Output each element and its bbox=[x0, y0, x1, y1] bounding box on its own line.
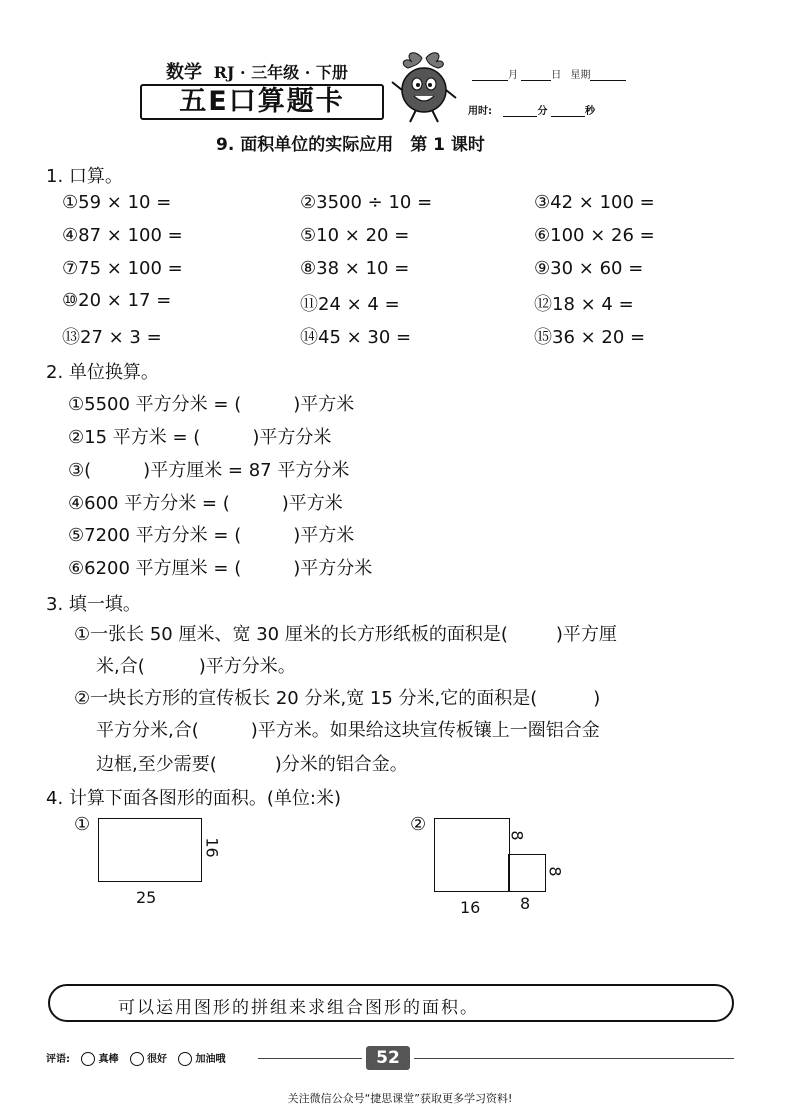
good-face-icon bbox=[130, 1052, 144, 1066]
q2-item-post: )平方米 bbox=[293, 525, 355, 546]
great-face-icon bbox=[81, 1052, 95, 1066]
q1-item: ⑮36 × 20 = bbox=[534, 327, 646, 348]
q2-item-pre: ④600 平方分米 = ( bbox=[68, 493, 230, 514]
q3-item2-line2-post: )平方米。如果给这块宣传板镶上一圈铝合金 bbox=[250, 720, 600, 741]
date-line bbox=[472, 66, 626, 81]
q2-item bbox=[68, 456, 349, 482]
bottom-note: 关注微信公众号“捷思课堂”获取更多学习资料! bbox=[287, 1092, 513, 1105]
fig2-top-dim: 8 bbox=[507, 830, 527, 841]
q1-item: ⑤10 × 20 = bbox=[300, 225, 410, 246]
evaluation bbox=[46, 1050, 225, 1066]
cheer-face-icon bbox=[178, 1052, 192, 1066]
card-title bbox=[140, 84, 384, 120]
eval-great: 真棒 bbox=[98, 1054, 119, 1065]
q3-item2-line3-post: )分米的铝合金。 bbox=[274, 754, 408, 775]
q3-item1-line2 bbox=[96, 652, 296, 678]
minute-label: 分 bbox=[537, 106, 548, 117]
q2-item bbox=[68, 521, 354, 547]
q3-item2-line1-post: ) bbox=[593, 688, 601, 709]
eval-cheer: 加油哦 bbox=[195, 1054, 226, 1065]
fig1-width: 25 bbox=[136, 888, 157, 907]
fig1-label: ① bbox=[74, 814, 91, 835]
q2-item-post: )平方分米 bbox=[252, 427, 332, 448]
q1-item: ⑬27 × 3 = bbox=[62, 327, 162, 348]
fig2-big-rectangle bbox=[434, 818, 510, 892]
q3-item1-line2-pre: 米,合( bbox=[96, 656, 145, 677]
fig2-big-side: 16 bbox=[460, 898, 481, 917]
card-title-text: 五E口算题卡 bbox=[179, 86, 345, 117]
q1-item: ⑥100 × 26 = bbox=[534, 225, 655, 246]
q3-item2-line2-pre: 平方分米,合( bbox=[96, 720, 199, 741]
weekday-label: 星期 bbox=[570, 70, 591, 81]
q2-item-pre: ⑥6200 平方厘米 = ( bbox=[68, 558, 242, 579]
q3-item2-line1-pre: ②一块长方形的宣传板长 20 分米,宽 15 分米,它的面积是( bbox=[74, 688, 538, 709]
fig2-small-side: 8 bbox=[545, 866, 565, 877]
q1-item: ⑩20 × 17 = bbox=[62, 290, 172, 311]
subject-label: 数学 bbox=[166, 62, 202, 83]
subject-edition bbox=[166, 58, 348, 84]
eval-good: 很好 bbox=[146, 1054, 167, 1065]
day-label: 日 bbox=[551, 70, 562, 81]
second-label: 秒 bbox=[584, 106, 595, 117]
month-label: 月 bbox=[508, 70, 518, 81]
footer-line-right bbox=[414, 1058, 734, 1059]
q1-item: ④87 × 100 = bbox=[62, 225, 183, 246]
q2-item bbox=[68, 489, 343, 515]
fig2-small-square bbox=[508, 854, 546, 892]
time-line bbox=[468, 102, 595, 117]
q1-item: ⑧38 × 10 = bbox=[300, 258, 410, 279]
q3-item2-line1 bbox=[74, 684, 600, 710]
q1-item: ①59 × 10 = bbox=[62, 192, 172, 213]
tip-text: 可以运用图形的拼组来求组合图形的面积。 bbox=[118, 998, 479, 1018]
q2-item-post: )平方分米 bbox=[293, 558, 373, 579]
q1-item: ⑪24 × 4 = bbox=[300, 294, 400, 315]
q2-item-post: )平方厘米 = 87 平方分米 bbox=[143, 460, 350, 481]
lesson-title: 9. 面积单位的实际应用 第 1 课时 bbox=[216, 135, 485, 155]
q1-item: ⑭45 × 30 = bbox=[300, 327, 412, 348]
q2-item-pre: ②15 平方米 = ( bbox=[68, 427, 201, 448]
fig2-small-base: 8 bbox=[520, 894, 531, 913]
q3-item2-line3-pre: 边框,至少需要( bbox=[96, 754, 217, 775]
q3-item2-line2 bbox=[96, 716, 600, 742]
q1-item: ⑨30 × 60 = bbox=[534, 258, 644, 279]
q1-item: ⑦75 × 100 = bbox=[62, 258, 183, 279]
time-label: 用时: bbox=[468, 106, 492, 117]
edition-label: RJ · 三年级 · 下册 bbox=[213, 63, 348, 82]
q3-item1-line1 bbox=[74, 620, 617, 646]
page-number: 52 bbox=[366, 1046, 410, 1070]
q3-item1-line1-post: )平方厘 bbox=[555, 624, 617, 645]
q3-item1-line2-post: )平方分米。 bbox=[198, 656, 296, 677]
q3-item1-line1-pre: ①一张长 50 厘米、宽 30 厘米的长方形纸板的面积是( bbox=[74, 624, 508, 645]
q2-item bbox=[68, 390, 354, 416]
q2-item-post: )平方米 bbox=[293, 394, 355, 415]
fig2-label: ② bbox=[410, 814, 427, 835]
q3-item2-line3 bbox=[96, 750, 408, 776]
q2-item-post: )平方米 bbox=[281, 493, 343, 514]
q3-heading: 3. 填一填。 bbox=[46, 594, 141, 615]
footer-line-left bbox=[258, 1058, 362, 1059]
q1-heading: 1. 口算。 bbox=[46, 166, 123, 187]
q2-item bbox=[68, 423, 331, 449]
fig1-rectangle bbox=[98, 818, 202, 882]
q4-heading: 4. 计算下面各图形的面积。(单位:米) bbox=[46, 788, 342, 809]
fig1-height: 16 bbox=[202, 837, 222, 858]
q1-item: ②3500 ÷ 10 = bbox=[300, 192, 433, 213]
q2-item-pre: ③( bbox=[68, 460, 92, 481]
q2-heading: 2. 单位换算。 bbox=[46, 362, 159, 383]
eval-label: 评语: bbox=[46, 1054, 70, 1065]
q2-item-pre: ①5500 平方分米 = ( bbox=[68, 394, 242, 415]
q2-item-pre: ⑤7200 平方分米 = ( bbox=[68, 525, 242, 546]
q1-item: ③42 × 100 = bbox=[534, 192, 655, 213]
q1-item: ⑫18 × 4 = bbox=[534, 294, 634, 315]
q2-item bbox=[68, 554, 372, 580]
mascot-icon bbox=[384, 48, 464, 126]
